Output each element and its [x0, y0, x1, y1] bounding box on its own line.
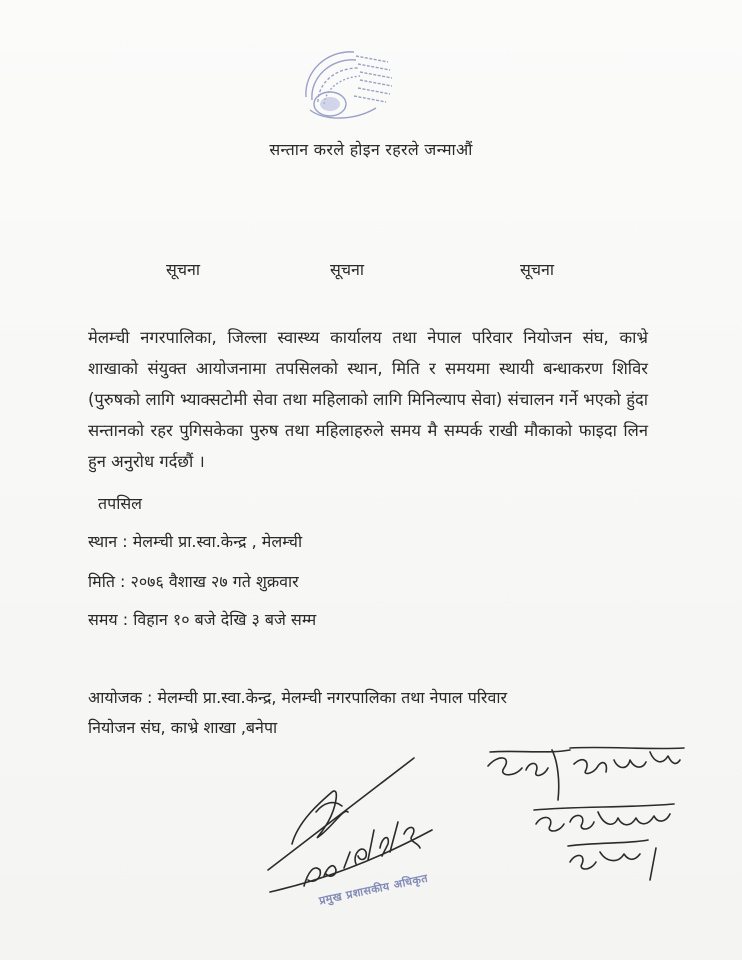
- notice-paragraph: मेलम्ची नगरपालिका, जिल्ला स्वास्थ्य कार्यालय तथा नेपाल परिवार नियोजन संघ, काभ्रे शाखाको संयुक्त आयोजनामा तपसिलको स्थान, मिति र समयमा स्थायी बन्धाकरण शिविर (पुरुषको लागि भ्याक्सटोमी सेवा तथा महिलाको लागि मिनिल्याप सेवा) संचालन गर्ने भएको हुंदा सन्तानको रहर पुगिसकेका पुरुष तथा महिलाहरुले समय मै सम्पर्क राखी मौकाको फाइदा लिन हुन अनुरोध गर्दछौं ।: [88, 328, 648, 471]
- slogan: सन्तान करले होइन रहरले जन्माऔं: [269, 140, 473, 159]
- right-signature-image: [478, 742, 698, 892]
- details-date: मिति : २०७६ वैशाख २७ गते शुक्रवार: [88, 572, 299, 591]
- notice-label-3: सूचना: [520, 260, 555, 279]
- details-time: समय : विहान १० बजे देखि ३ बजे सम्म: [88, 610, 317, 629]
- details-heading: तपसिल: [98, 494, 143, 513]
- faded-round-stamp: [296, 42, 400, 124]
- notice-label-2: सूचना: [330, 260, 365, 279]
- organizer-line-2: नियोजन संघ, काभ्रे शाखा ,बनेपा: [88, 718, 278, 737]
- official-seal-stamp: प्रमुख प्रशासकीय अधिकृत: [317, 871, 430, 908]
- notice-label-1: सूचना: [166, 260, 201, 279]
- details-place: स्थान : मेलम्ची प्रा.स्वा.केन्द्र , मेलम्ची: [88, 532, 303, 551]
- organizer-line-1: आयोजक : मेलम्ची प्रा.स्वा.केन्द्र, मेलम्ची नगरपालिका तथा नेपाल परिवार: [88, 688, 508, 707]
